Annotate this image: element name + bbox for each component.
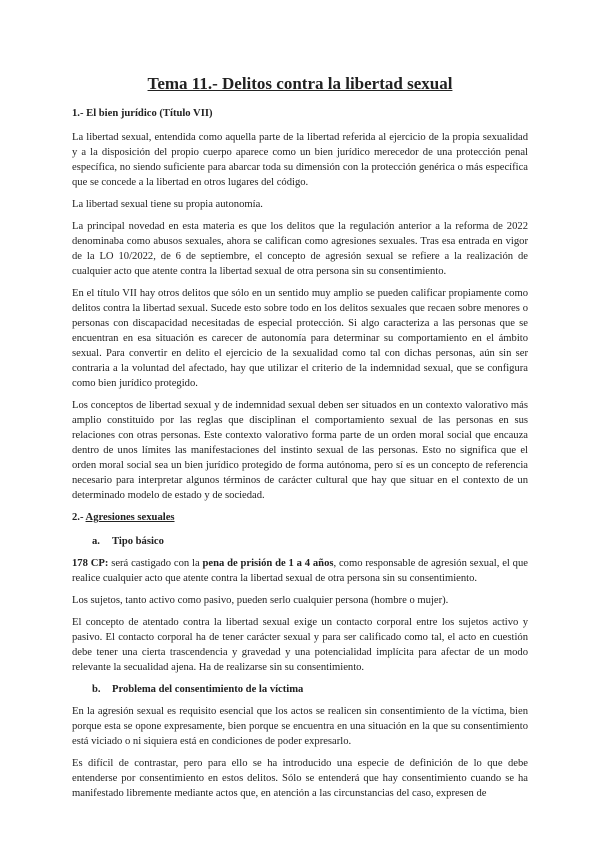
- document-title: Tema 11.- Delitos contra la libertad sexual: [147, 74, 453, 93]
- article-text-part-2: , como responsable de agresión sexual, el que realice cualquier acto que atente contra la libertad sexual de otra persona sin su consentimiento.: [72, 558, 528, 584]
- section-1-paragraph: Los conceptos de libertad sexual y de indemnidad sexual deben ser situados en un contexto valorativo más amplio constituido por las reglas que disciplinan el comportamiento sexual de las personas en sus relaciones con otras personas. Este contexto valorativo forma parte de un orden moral social que encauza dentro de unos límites las manifestaciones del instinto sexual de las personas. Esto no significa que el orden moral social sea un bien jurídico protegido de forma autónoma, pero sí es un concepto de referencia necesario para interpretar algunos términos de carácter cultural que hay que situar en el contexto de un determinado modelo de estado y de sociedad.: [72, 400, 528, 501]
- section-1-heading: 1.- El bien jurídico (Título VII): [72, 108, 213, 119]
- section-2-title: Agresiones sexuales: [85, 512, 175, 523]
- section-1-paragraph: En el título VII hay otros delitos que sólo en un sentido muy amplio se pueden calificar propiamente como delitos contra la libertad sexual. Sucede esto sobre todo en los delitos sexuales que recaen sobre menores o personas con discapacidad necesitadas de especial protección. Si algo caracteriza a las personas que se encuentran en esa situación es carecer de autonomía para determinar su comportamiento en el ámbito sexual. Para convertir en delito el ejercicio de la sexualidad como tal con dichas personas, aún sin ser contraria a la voluntad del afectado, hay que utilizar el criterio de la indemnidad sexual, que se configura como bien jurídico protegido.: [72, 288, 528, 389]
- subsection-a-title: Tipo básico: [112, 536, 164, 547]
- subsection-b-paragraph: En la agresión sexual es requisito esencial que los actos se realicen sin consentimiento de la víctima, bien porque esta se opone expresamente, bien porque se encuentra en una situación en la que su consentimiento está viciado o ni siquiera está en condiciones de poder expresarlo.: [72, 706, 528, 747]
- section-1-paragraph: La libertad sexual tiene su propia autonomía.: [72, 199, 263, 210]
- section-2-number: 2.-: [72, 512, 86, 523]
- subsection-a-paragraph: El concepto de atentado contra la libertad sexual exige un contacto corporal entre los sujetos activo y pasivo. El contacto corporal ha de tener carácter sexual y para ser calificado como tal, el acto en cuestión debe tener una cierta trascendencia y gravedad y una potencialidad implícita para afectar de un modo relevante la secualidad ajena. Ha de realizarse sin su consentimiento.: [72, 617, 528, 673]
- subsection-a-heading: [92, 534, 528, 549]
- section-1-paragraph: La libertad sexual, entendida como aquella parte de la libertad referida al ejercicio de la propia sexualidad y a la disposición del propio cuerpo aparece como un bien jurídico merecedor de una protección penal específica, no siendo suficiente para abarcar toda su dimensión con la protección genérica o más específica que se concede a la libertad en otros lugares del código.: [72, 132, 528, 188]
- subsection-a-letter: a.: [92, 536, 100, 547]
- subsection-a-paragraph: Los sujetos, tanto activo como pasivo, pueden serlo cualquier persona (hombre o mujer).: [72, 595, 449, 606]
- subsection-b-letter: b.: [92, 684, 101, 695]
- article-178-paragraph: [72, 556, 528, 586]
- subsection-b-paragraph: Es difícil de contrastar, pero para ello se ha introducido una especie de definición de lo que debe entenderse por consentimiento en estos delitos. Sólo se entenderá que hay consentimiento cuando se ha manifestado libremente mediante actos que, en atención a las circunstancias del caso, expresen de: [72, 758, 528, 799]
- section-2-heading: [72, 510, 528, 525]
- subsection-b-heading: [92, 682, 528, 697]
- article-text-part-1: será castigado con la: [108, 558, 203, 569]
- subsection-b-title: Problema del consentimiento de la víctima: [112, 684, 304, 695]
- article-reference: 178 CP:: [72, 558, 109, 569]
- section-1-paragraph: La principal novedad en esta materia es que los delitos que la regulación anterior a la reforma de 2022 denominaba como abusos sexuales, ahora se califican como agresiones sexuales. Tras esa entrada en vigor de la LO 10/2022, de 6 de septiembre, el concepto de agresión sexual se refiere a la realización de cualquier acto que atente contra la libertad sexual de otra persona sin su consentimiento.: [72, 221, 528, 277]
- penalty-text: pena de prisión de 1 a 4 años: [202, 558, 334, 569]
